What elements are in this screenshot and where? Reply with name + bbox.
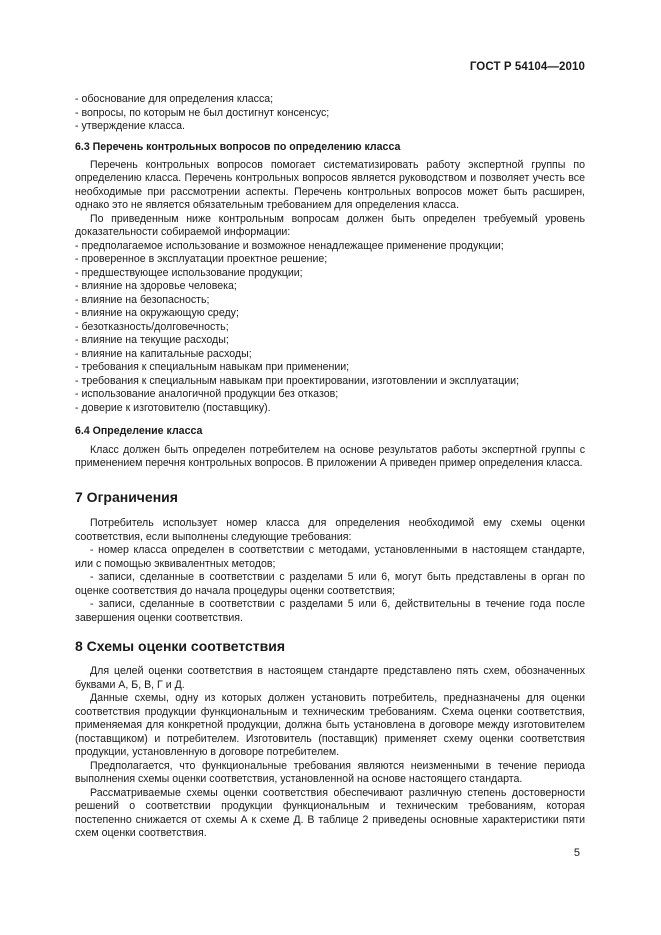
paragraph: Потребитель использует номер класса для определения необходимой ему схемы оценки соответствия, если выполнены следующие требования: xyxy=(75,517,585,543)
section-7 xyxy=(75,488,585,625)
section-heading-6-3: 6.3 Перечень контрольных вопросов по определению класса xyxy=(75,141,401,153)
list-item: - использование аналогичной продукции без отказов; xyxy=(75,388,339,400)
list-item: - влияние на окружающую среду; xyxy=(75,307,239,319)
section-6-3 xyxy=(75,141,585,415)
paragraph: Предполагается, что функциональные требования являются неизменными в течение периода выполнения схемы оценки соответствия, установленной на основе настоящего стандарта. xyxy=(75,759,585,785)
section-heading-6-4: 6.4 Определение класса xyxy=(75,425,203,437)
checklist xyxy=(75,240,585,416)
paragraph: Перечень контрольных вопросов помогает систематизировать работу экспертной группы по определению класса. Перечень контрольных вопросов является руководством и позволяет учесть все необходимые при рассмотрении аспекты. Перечень контрольных вопросов может быть расширен, однако это не является обязательным требованием для определения класса. xyxy=(75,158,585,211)
list-item: - вопросы, по которым не был достигнут консенсус; xyxy=(75,106,330,119)
list-item: - записи, сделанные в соответствии с разделами 5 или 6, действительны в течение года после завершения оценки соответствия. xyxy=(75,598,585,624)
list-item: - влияние на безопасность; xyxy=(75,293,210,306)
list-item: - предшествующее использование продукции; xyxy=(75,266,303,279)
paragraph: Класс должен быть определен потребителем на основе результатов работы экспертной группы с применением перечня контрольных вопросов. В приложении А приведен пример определения класса. xyxy=(75,443,585,469)
list-item: - требования к специальным навыкам при применении; xyxy=(75,361,350,373)
paragraph: Данные схемы, одну из которых должен установить потребитель, предназначены для оценки соответствия продукции функциональным и техническим требованиям. Схема оценки соответствия, применяемая для конкретной продукции, должна быть установлена в договоре между изготовителем (поставщиком) и потребителем. Изготовитель (поставщик) применяет схему оценки соответствия продукции, установленную в договоре потребителем. xyxy=(75,692,585,758)
list-item: - предполагаемое использование и возможное ненадлежащее применение продукции; xyxy=(75,239,504,252)
page-number: 5 xyxy=(573,847,580,859)
list-item: - утверждение класса. xyxy=(75,120,185,132)
paragraph: По приведенным ниже контрольным вопросам должен быть определен требуемый уровень доказательности собираемой информации: xyxy=(75,212,585,238)
list-item: - безотказность/долговечность; xyxy=(75,320,229,333)
section-6-4 xyxy=(75,425,585,471)
paragraph: Для целей оценки соответствия в настоящем стандарте представлено пять схем, обозначенных буквами А, Б, В, Г и Д. xyxy=(75,665,585,691)
section-heading-8: 8 Схемы оценки соответствия xyxy=(75,638,286,654)
list-item: - обоснование для определения класса; xyxy=(75,93,274,105)
list-item: - требования к специальным навыкам при проектировании, изготовлении и эксплуатации; xyxy=(75,374,520,387)
list-item: - влияние на капитальные расходы; xyxy=(75,347,252,360)
document-id-header: ГОСТ Р 54104—2010 xyxy=(469,61,585,73)
list-item: - влияние на текущие расходы; xyxy=(75,334,229,346)
list-item: - доверие к изготовителю (поставщику). xyxy=(75,401,271,414)
list-item: - влияние на здоровье человека; xyxy=(75,280,237,292)
paragraph: Рассматриваемые схемы оценки соответствия обеспечивают различную степень достоверности решений о соответствии продукции функциональным и техническим требованиям, которая постепенно снижается от схемы А к схеме Д. В таблице 2 приведены основные характеристики пяти схем оценки соответствия. xyxy=(75,786,585,839)
list-item: - номер класса определен в соответствии с методами, установленными в настоящем стандарте, или с помощью эквивалентных методов; xyxy=(75,544,585,570)
section-heading-7: 7 Ограничения xyxy=(75,489,178,505)
list-item: - проверенное в эксплуатации проектное решение; xyxy=(75,253,328,265)
list-item: - записи, сделанные в соответствии с разделами 5 или 6, могут быть представлены в орган по оценке соответствия до начала процедуры оценки соответствия; xyxy=(75,571,585,597)
top-list xyxy=(75,93,585,134)
section-8 xyxy=(75,637,585,841)
